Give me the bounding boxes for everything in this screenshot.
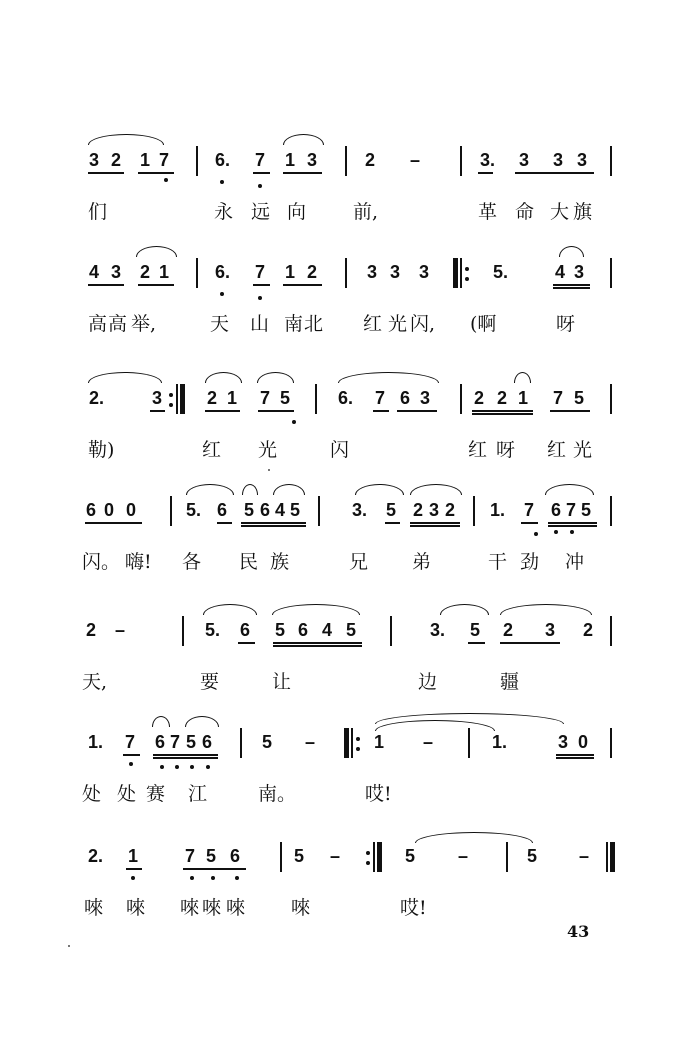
beam-underline [468, 642, 485, 644]
lyric-syllable: 南 [284, 313, 304, 335]
lyric-syllable: (啊 [470, 313, 497, 335]
lyrics-line [0, 896, 700, 924]
note: 5 [294, 846, 305, 866]
slur-mark [205, 372, 242, 383]
note: 0 [126, 500, 137, 520]
lyric-syllable: 唻 [291, 897, 311, 919]
beam-underline [500, 642, 560, 644]
lyric-syllable: 闪, [410, 313, 436, 335]
note: 5 [386, 500, 397, 520]
note: 2. [89, 388, 105, 408]
barline [345, 258, 347, 288]
note: 0 [104, 500, 115, 520]
beam-underline [253, 284, 270, 286]
lyric-syllable: 处 [117, 783, 137, 805]
note: 6 [240, 620, 251, 640]
slur-mark [283, 134, 324, 145]
note: 5 [244, 500, 255, 520]
note: 7 [566, 500, 577, 520]
beam-underline [521, 522, 538, 524]
barline [196, 146, 198, 176]
slur-mark [136, 246, 177, 257]
note: – [423, 732, 434, 752]
octave-dot [258, 296, 262, 300]
lyric-syllable: 唻 [126, 897, 146, 919]
beam-underline [553, 284, 590, 286]
speck [268, 469, 270, 471]
slur-mark [375, 713, 564, 724]
note: 2 [497, 388, 508, 408]
beam-underline [273, 642, 362, 644]
note: 3 [152, 388, 163, 408]
note: 2 [86, 620, 97, 640]
octave-dot [235, 876, 239, 880]
beam-underline [217, 522, 232, 524]
octave-dot [160, 765, 164, 769]
barline [460, 146, 462, 176]
barline [182, 616, 184, 646]
octave-dot [534, 532, 538, 536]
slur-mark [559, 246, 584, 257]
note: 3. [480, 150, 496, 170]
barline [390, 616, 392, 646]
lyric-syllable: 赛 [146, 783, 166, 805]
note: 5 [346, 620, 357, 640]
barline [610, 258, 612, 288]
beam-underline [283, 172, 322, 174]
beam-underline [150, 410, 165, 412]
lyric-syllable: 光 [388, 313, 408, 335]
note: 3 [429, 500, 440, 520]
note: 1 [159, 262, 170, 282]
note: 1 [128, 846, 139, 866]
note: 2 [307, 262, 318, 282]
note: 7 [185, 846, 196, 866]
octave-dot [190, 876, 194, 880]
note: 3 [367, 262, 378, 282]
barline [460, 384, 462, 414]
note: 5 [470, 620, 481, 640]
lyric-syllable: 永 [214, 201, 234, 223]
octave-dot [206, 765, 210, 769]
lyric-syllable: 冲 [565, 551, 585, 573]
note: 6. [215, 262, 231, 282]
beam-underline [478, 172, 493, 174]
note: 3 [519, 150, 530, 170]
lyric-syllable: 唻 [84, 897, 104, 919]
lyric-syllable: 勒) [88, 439, 115, 461]
barline [610, 496, 612, 526]
note: 6. [215, 150, 231, 170]
note: 3 [574, 262, 585, 282]
slur-mark [203, 604, 257, 615]
slur-mark [152, 716, 170, 727]
note: – [305, 732, 316, 752]
note: 6 [260, 500, 271, 520]
lyric-syllable: 举, [131, 313, 157, 335]
lyric-syllable: 光 [258, 439, 278, 461]
note: – [579, 846, 590, 866]
lyric-syllable: 们 [88, 201, 108, 223]
note: 7 [524, 500, 535, 520]
slur-mark [440, 604, 489, 615]
beam-underline [472, 413, 533, 415]
octave-dot [164, 178, 168, 182]
octave-dot [211, 876, 215, 880]
beam-underline [138, 172, 174, 174]
note: 7 [553, 388, 564, 408]
note: 5 [275, 620, 286, 640]
lyric-syllable: 闪。 [82, 551, 121, 573]
lyric-syllable: 革 [478, 201, 498, 223]
lyric-syllable: 呀 [556, 313, 576, 335]
note: 5. [186, 500, 202, 520]
slur-mark [242, 484, 258, 495]
octave-dot [129, 762, 133, 766]
note: 5 [186, 732, 197, 752]
lyrics-line [0, 438, 700, 466]
beam-underline [241, 525, 306, 527]
beam-underline [205, 410, 240, 412]
slur-mark [500, 604, 592, 615]
lyrics-line [0, 670, 700, 698]
note: 3 [558, 732, 569, 752]
beam-underline [238, 642, 255, 644]
beam-underline [88, 172, 124, 174]
note: 5 [581, 500, 592, 520]
note: 3 [89, 150, 100, 170]
lyric-syllable: 向 [287, 201, 307, 223]
note: – [410, 150, 421, 170]
note: 4 [275, 500, 286, 520]
barline [196, 258, 198, 288]
beam-underline [126, 868, 142, 870]
barline [318, 496, 320, 526]
beam-underline [556, 754, 594, 756]
note: 5 [262, 732, 273, 752]
lyric-syllable: 各 [182, 551, 202, 573]
barline [345, 146, 347, 176]
lyric-syllable: 大 [550, 201, 570, 223]
lyric-syllable: 红 [547, 439, 567, 461]
beam-underline [515, 172, 594, 174]
lyric-syllable: 唻 [180, 897, 200, 919]
lyric-syllable: 闪 [330, 439, 350, 461]
note: 1 [285, 150, 296, 170]
note: 3 [307, 150, 318, 170]
beam-underline [273, 645, 362, 647]
lyrics-line [0, 782, 700, 810]
lyric-syllable: 高 [88, 313, 108, 335]
slur-mark [88, 134, 164, 145]
slur-mark [514, 372, 531, 383]
note: 1. [88, 732, 104, 752]
lyric-syllable: 边 [418, 671, 438, 693]
lyric-syllable: 处 [82, 783, 102, 805]
note: 6 [155, 732, 166, 752]
lyric-syllable: 族 [270, 551, 290, 573]
note: 2 [111, 150, 122, 170]
barline [170, 496, 172, 526]
beam-underline [410, 522, 460, 524]
beam-underline [138, 284, 174, 286]
slur-mark [88, 372, 162, 383]
barline [610, 384, 612, 414]
octave-dot [175, 765, 179, 769]
lyric-syllable: 疆 [500, 671, 520, 693]
beam-underline [258, 410, 294, 412]
note: 6 [298, 620, 309, 640]
note: 6 [202, 732, 213, 752]
beam-underline [123, 754, 140, 756]
note: 0 [578, 732, 589, 752]
slur-mark [410, 484, 462, 495]
lyric-syllable: 红 [202, 439, 222, 461]
beam-underline [88, 284, 124, 286]
lyric-syllable: 前, [353, 201, 379, 223]
note: 1. [490, 500, 506, 520]
octave-dot [292, 420, 296, 424]
speck [68, 945, 70, 947]
note: 6 [217, 500, 228, 520]
barline [506, 842, 508, 872]
note: 7 [375, 388, 386, 408]
note: 7 [159, 150, 170, 170]
lyrics-line [0, 312, 700, 340]
octave-dot [220, 180, 224, 184]
lyric-syllable: 天, [82, 671, 108, 693]
slur-mark [415, 832, 533, 843]
octave-dot [131, 876, 135, 880]
lyric-syllable: 弟 [412, 551, 432, 573]
barline [315, 384, 317, 414]
note: 3 [419, 262, 430, 282]
note: 6. [338, 388, 354, 408]
lyric-syllable: 唻 [202, 897, 222, 919]
note: 5. [205, 620, 221, 640]
note: 4 [555, 262, 566, 282]
lyric-syllable: 红 [363, 313, 383, 335]
slur-mark [338, 372, 439, 383]
note: 2 [140, 262, 151, 282]
lyrics-line [0, 550, 700, 578]
lyric-syllable: 旗 [573, 201, 593, 223]
beam-underline [553, 287, 590, 289]
octave-dot [258, 184, 262, 188]
beam-underline [153, 754, 218, 756]
note: 2 [445, 500, 456, 520]
slur-mark [185, 716, 219, 727]
beam-underline [397, 410, 437, 412]
lyric-syllable: 兄 [349, 551, 369, 573]
slur-mark [273, 484, 305, 495]
octave-dot [190, 765, 194, 769]
lyric-syllable: 干 [488, 551, 508, 573]
note: 1 [285, 262, 296, 282]
note: 2 [474, 388, 485, 408]
note: 5 [527, 846, 538, 866]
note: 7 [260, 388, 271, 408]
barline [240, 728, 242, 758]
barline [610, 616, 612, 646]
lyric-syllable: 要 [200, 671, 220, 693]
note: 3 [545, 620, 556, 640]
note: 1 [140, 150, 151, 170]
slur-mark [186, 484, 234, 495]
slur-mark [545, 484, 594, 495]
note: 5 [280, 388, 291, 408]
octave-dot [570, 530, 574, 534]
lyric-syllable: 南。 [258, 783, 297, 805]
note: 2 [207, 388, 218, 408]
lyric-syllable: 让 [272, 671, 292, 693]
beam-underline [472, 410, 533, 412]
beam-underline [241, 522, 306, 524]
note: 2 [365, 150, 376, 170]
note: 7 [255, 150, 266, 170]
note: 5. [493, 262, 509, 282]
lyric-syllable: 远 [251, 201, 271, 223]
slur-mark [355, 484, 404, 495]
note: 6 [230, 846, 241, 866]
note: 1 [518, 388, 529, 408]
note: 3 [111, 262, 122, 282]
barline [610, 728, 612, 758]
note: – [458, 846, 469, 866]
note: – [330, 846, 341, 866]
beam-underline [548, 522, 597, 524]
beam-underline [410, 525, 460, 527]
lyric-syllable: 江 [188, 783, 208, 805]
page-number: 43 [567, 922, 590, 941]
lyric-syllable: 天 [210, 313, 230, 335]
lyric-syllable: 光 [573, 439, 593, 461]
note: – [115, 620, 126, 640]
note: 5 [290, 500, 301, 520]
lyric-syllable: 哎! [400, 897, 427, 919]
lyric-syllable: 嗨! [125, 551, 152, 573]
note: 7 [255, 262, 266, 282]
lyric-syllable: 高 [108, 313, 128, 335]
slur-mark [272, 604, 360, 615]
slur-mark [257, 372, 294, 383]
note: 4 [89, 262, 100, 282]
lyric-syllable: 哎! [365, 783, 392, 805]
note: 3. [430, 620, 446, 640]
beam-underline [153, 757, 218, 759]
barline [473, 496, 475, 526]
beam-underline [85, 522, 142, 524]
note: 1 [227, 388, 238, 408]
note: 4 [322, 620, 333, 640]
note: 3. [352, 500, 368, 520]
note: 7 [125, 732, 136, 752]
lyric-syllable: 北 [304, 313, 324, 335]
beam-underline [253, 172, 270, 174]
lyric-syllable: 山 [250, 313, 270, 335]
note: 2 [503, 620, 514, 640]
lyric-syllable: 劲 [520, 551, 540, 573]
beam-underline [385, 522, 400, 524]
note: 5 [574, 388, 585, 408]
note: 2. [88, 846, 104, 866]
lyric-syllable: 命 [515, 201, 535, 223]
barline [468, 728, 470, 758]
beam-underline [550, 410, 590, 412]
note: 6 [551, 500, 562, 520]
lyric-syllable: 呀 [496, 439, 516, 461]
lyrics-line [0, 200, 700, 228]
note: 1. [492, 732, 508, 752]
note: 7 [170, 732, 181, 752]
beam-underline [548, 525, 597, 527]
octave-dot [554, 530, 558, 534]
note: 5 [405, 846, 416, 866]
note: 1 [374, 732, 385, 752]
note: 2 [583, 620, 594, 640]
lyric-syllable: 民 [239, 551, 259, 573]
octave-dot [220, 292, 224, 296]
beam-underline [373, 410, 389, 412]
barline [610, 146, 612, 176]
note: 3 [390, 262, 401, 282]
note: 2 [413, 500, 424, 520]
barline [280, 842, 282, 872]
note: 3 [577, 150, 588, 170]
note: 6 [86, 500, 97, 520]
beam-underline [183, 868, 246, 870]
beam-underline [556, 757, 594, 759]
note: 6 [400, 388, 411, 408]
beam-underline [283, 284, 322, 286]
note: 3 [553, 150, 564, 170]
lyric-syllable: 红 [468, 439, 488, 461]
lyric-syllable: 唻 [226, 897, 246, 919]
note: 3 [420, 388, 431, 408]
note: 5 [206, 846, 217, 866]
